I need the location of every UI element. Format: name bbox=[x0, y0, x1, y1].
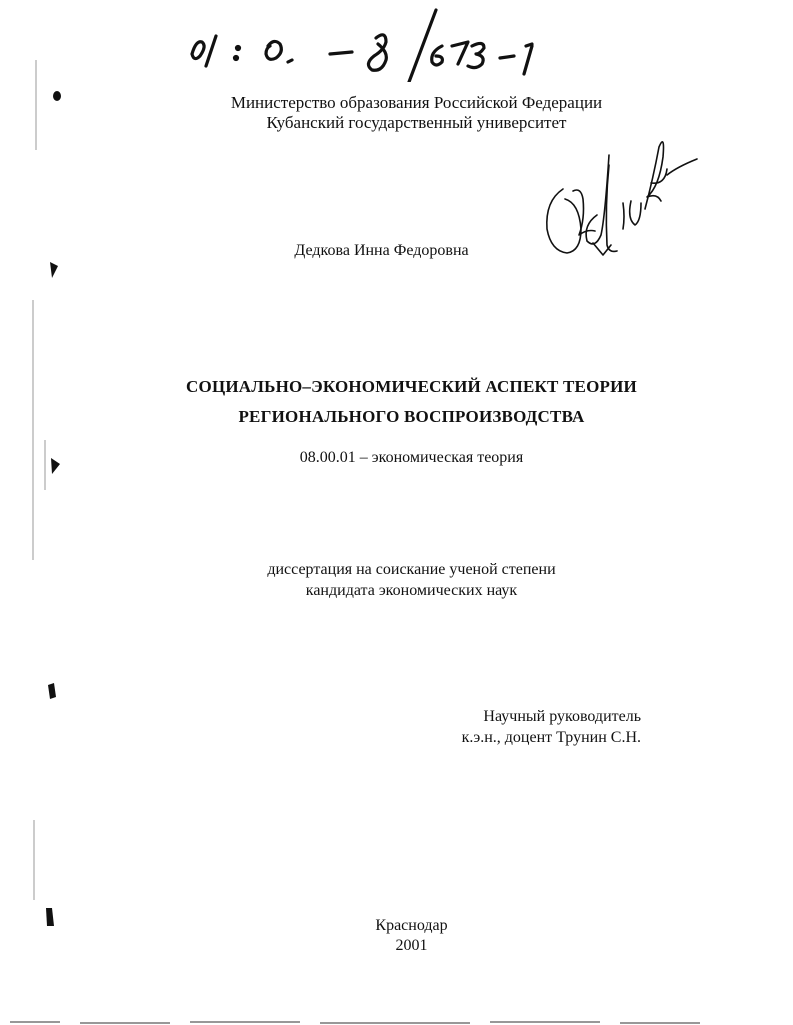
specialty-code: 08.00.01 – экономическая теория bbox=[299, 449, 524, 466]
advisor-label: Научный руководитель bbox=[483, 708, 641, 725]
university-name: Кубанский государственный университет bbox=[266, 113, 567, 132]
city-name: Краснодар bbox=[375, 917, 448, 934]
author-name: Дедкова Инна Федоровна bbox=[294, 242, 469, 259]
degree-statement bbox=[15, 559, 793, 601]
handwritten-archive-code bbox=[180, 2, 560, 82]
dissertation-title bbox=[15, 372, 793, 432]
city-year bbox=[15, 916, 793, 956]
title-line-2: РЕГИОНАЛЬНОГО ВОСПРОИЗВОДСТВА bbox=[238, 407, 585, 426]
degree-line-2: кандидата экономических наук bbox=[305, 582, 518, 599]
year: 2001 bbox=[395, 937, 428, 954]
scan-bottom-edge bbox=[0, 1020, 793, 1025]
degree-line-1: диссертация на соискание ученой степени bbox=[267, 561, 556, 578]
advisor-name: к.э.н., доцент Трунин С.Н. bbox=[461, 729, 641, 746]
title-line-1: СОЦИАЛЬНО–ЭКОНОМИЧЕСКИЙ АСПЕКТ ТЕОРИИ bbox=[186, 377, 637, 396]
scan-margin-artifacts bbox=[0, 0, 80, 1025]
scientific-advisor bbox=[462, 706, 641, 748]
ministry-name: Министерство образования Российской Федерации bbox=[230, 93, 603, 112]
